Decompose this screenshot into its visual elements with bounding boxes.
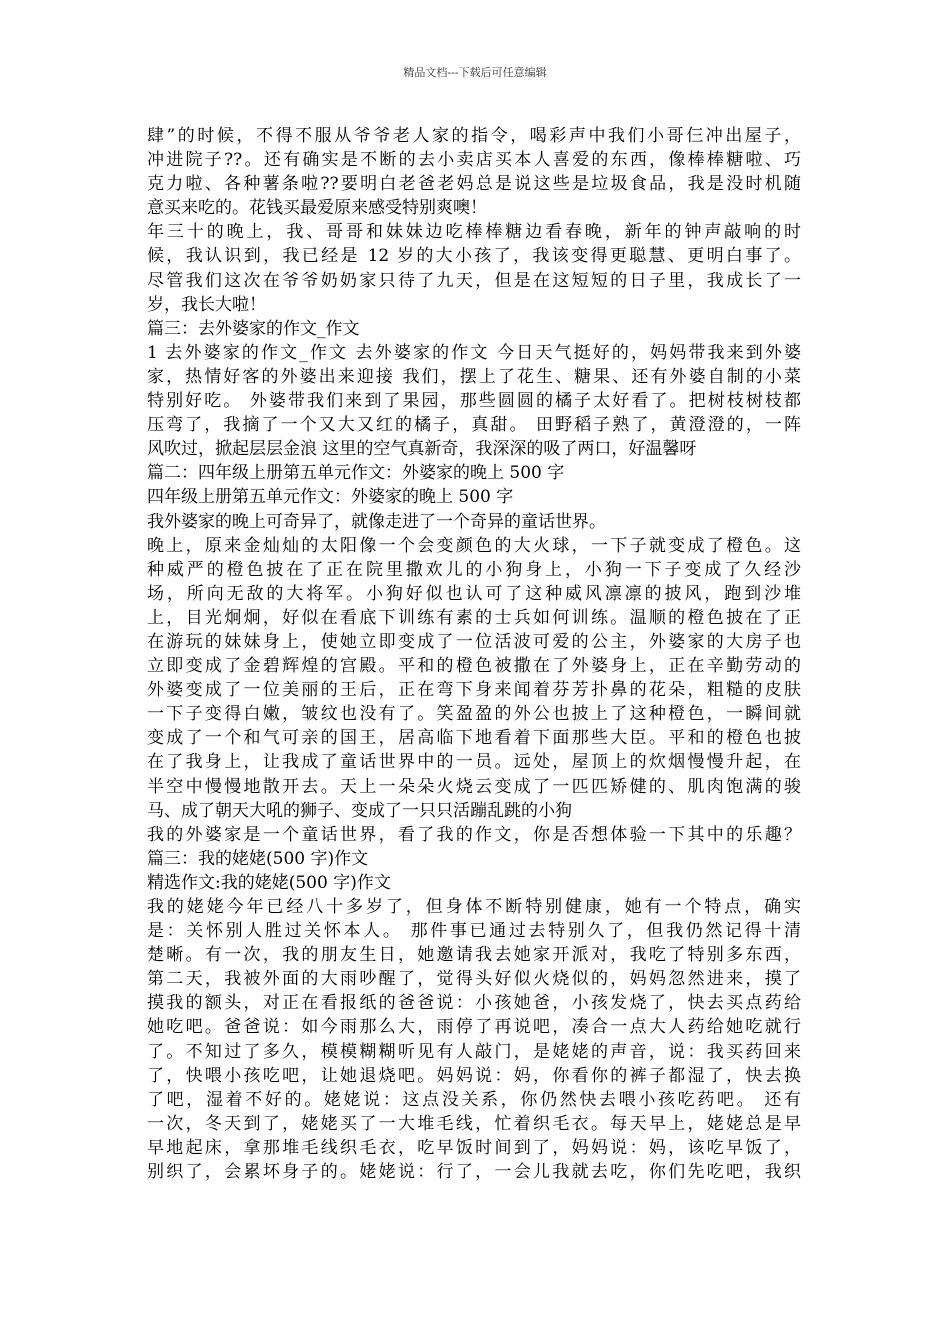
document-body [147, 124, 801, 1184]
text-line: 了吧，湿着不好的。姥姥说：这点没关系，你仍然快去喂小孩吃药吧。 还有 [147, 1089, 801, 1110]
text-line: 摸我的额头，对正在看报纸的爸爸说：小孩她爸，小孩发烧了，快去买点药给 [147, 993, 801, 1014]
text-line: 第二天，我被外面的大雨吵醒了，觉得头好似火烧似的，妈妈忽然进来，摸了 [147, 969, 801, 990]
text-line: 场，所向无敌的大将军。小狗好似也认可了这种威风凛凛的披风，跑到沙堆 [147, 583, 801, 604]
text-line: 篇三：去外婆家的作文_作文 [147, 318, 360, 339]
text-line: 变成了一个和气可亲的国王，居高临下地看着下面那些大臣。平和的橙色也披 [147, 728, 801, 749]
text-line: 在游玩的妹妹身上，使她立即变成了一位活波可爱的公主，外婆家的大房子也 [147, 631, 801, 652]
text-line: 一次，冬天到了，姥姥买了一大堆毛线，忙着织毛衣。每天早上，姥姥总是早 [147, 1113, 801, 1134]
text-line: 她吃吧。爸爸说：如今雨那么大，雨停了再说吧，凑合一点大人药给她吃就行 [147, 1017, 801, 1038]
page-header: 精品文档---下载后可任意编辑 [403, 66, 547, 79]
text-line: 早地起床，拿那堆毛线织毛衣，吃早饭时间到了，妈妈说：妈，该吃早饭了， [147, 1137, 801, 1158]
text-line: 半空中慢慢地散开去。天上一朵朵火烧云变成了一匹匹矫健的、肌肉饱满的骏 [147, 776, 801, 797]
text-line: 年三十的晚上，我、哥哥和妹妹边吃棒棒糖边看春晚，新年的钟声敲响的时 [147, 222, 801, 243]
text-line: 意买来吃的。花钱买最爱原来感受特别爽噢！ [147, 198, 487, 219]
text-line: 克力啦、各种薯条啦??要明白老爸老妈总是说这些是垃圾食品，我是没时机随 [147, 174, 801, 195]
text-line: 了，快喂小孩吃吧，让她退烧吧。妈妈说：妈，你看你的裤子都湿了，快去换 [147, 1065, 801, 1086]
text-line: 一下子变得白嫩，皱纹也没有了。笑盈盈的外公也披上了这种橙色，一瞬间就 [147, 704, 801, 725]
text-line: 种威严的橙色披在了正在院里撒欢儿的小狗身上，小狗一下子变成了久经沙 [147, 559, 801, 580]
text-line: 肆”的时候，不得不服从爷爷老人家的指令，喝彩声中我们小哥仨冲出屋子， [147, 126, 801, 146]
text-line: 篇二：四年级上册第五单元作文：外婆家的晚上 500 字 [147, 463, 565, 484]
text-line: 我的外婆家是一个童话世界，看了我的作文，你是否想体验一下其中的乐趣？ [147, 824, 801, 845]
text-line: 是：关怀别人胜过关怀本人。 那件事已通过去特别久了，但我仍然记得十清 [147, 921, 801, 942]
text-line: 家，热情好客的外婆出来迎接 我们，摆上了花生、糖果、还有外婆自制的小菜 [147, 366, 801, 387]
text-line: 篇三：我的姥姥(500 字)作文 [147, 848, 369, 869]
text-line: 上，目光炯炯，好似在看底下训练有素的士兵如何训练。温顺的橙色披在了正 [147, 607, 801, 628]
text-line: 1 去外婆家的作文_作文 去外婆家的作文 今日天气挺好的，妈妈带我来到外婆 [147, 342, 801, 363]
text-line: 冲进院子??。还有确实是不断的去小卖店买本人喜爱的东西，像棒棒糖啦、巧 [147, 150, 801, 171]
text-line: 尽管我们这次在爷爷奶奶家只待了九天，但是在这短短的日子里，我成长了一 [147, 270, 801, 291]
text-line: 了。不知过了多久，模模糊糊听见有人敲门，是姥姥的声音，说：我买药回来 [147, 1041, 801, 1062]
text-line: 风吹过，掀起层层金浪 这里的空气真新奇，我深深的吸了两口，好温馨呀 [147, 439, 697, 460]
text-line: 岁，我长大啦！ [147, 294, 266, 315]
text-line: 候，我认识到，我已经是 12 岁的大小孩了，我该变得更聪慧、更明白事了。 [147, 246, 801, 267]
text-line: 外婆变成了一位美丽的王后，正在弯下身来闻着芬芳扑鼻的花朵，粗糙的皮肤 [147, 680, 801, 701]
text-line: 晚上，原来金灿灿的太阳像一个会变颜色的大火球，一下子就变成了橙色。这 [147, 535, 801, 556]
text-line: 立即变成了金碧辉煌的宫殿。平和的橙色被撒在了外婆身上，正在辛勤劳动的 [147, 656, 801, 677]
text-line: 特别好吃。 外婆带我们来到了果园，那些圆圆的橘子太好看了。把树枝树枝都 [147, 391, 801, 412]
text-line: 别织了，会累坏身子的。姥姥说：行了，一会儿我就去吃，你们先吃吧，我织 [147, 1162, 801, 1183]
text-line: 我外婆家的晚上可奇异了，就像走进了一个奇异的童话世界。 [147, 511, 606, 532]
text-line: 压弯了，我摘了一个又大又红的橘子，真甜。 田野稻子熟了，黄澄澄的，一阵 [147, 415, 801, 436]
text-line: 马、成了朝天大吼的狮子、变成了一只只活蹦乱跳的小狗 [147, 800, 572, 821]
text-line: 四年级上册第五单元作文：外婆家的晚上 500 字 [147, 487, 514, 508]
text-line: 在了我身上，让我成了童话世界中的一员。远处，屋顶上的炊烟慢慢升起，在 [147, 752, 801, 773]
text-line: 楚晰。有一次，我的朋友生日，她邀请我去她家开派对，我吃了特别多东西， [147, 945, 801, 966]
text-line: 我的姥姥今年已经八十多岁了，但身体不断特别健康，她有一个特点，确实 [147, 897, 801, 917]
text-line: 精选作文:我的姥姥(500 字)作文 [147, 872, 391, 893]
